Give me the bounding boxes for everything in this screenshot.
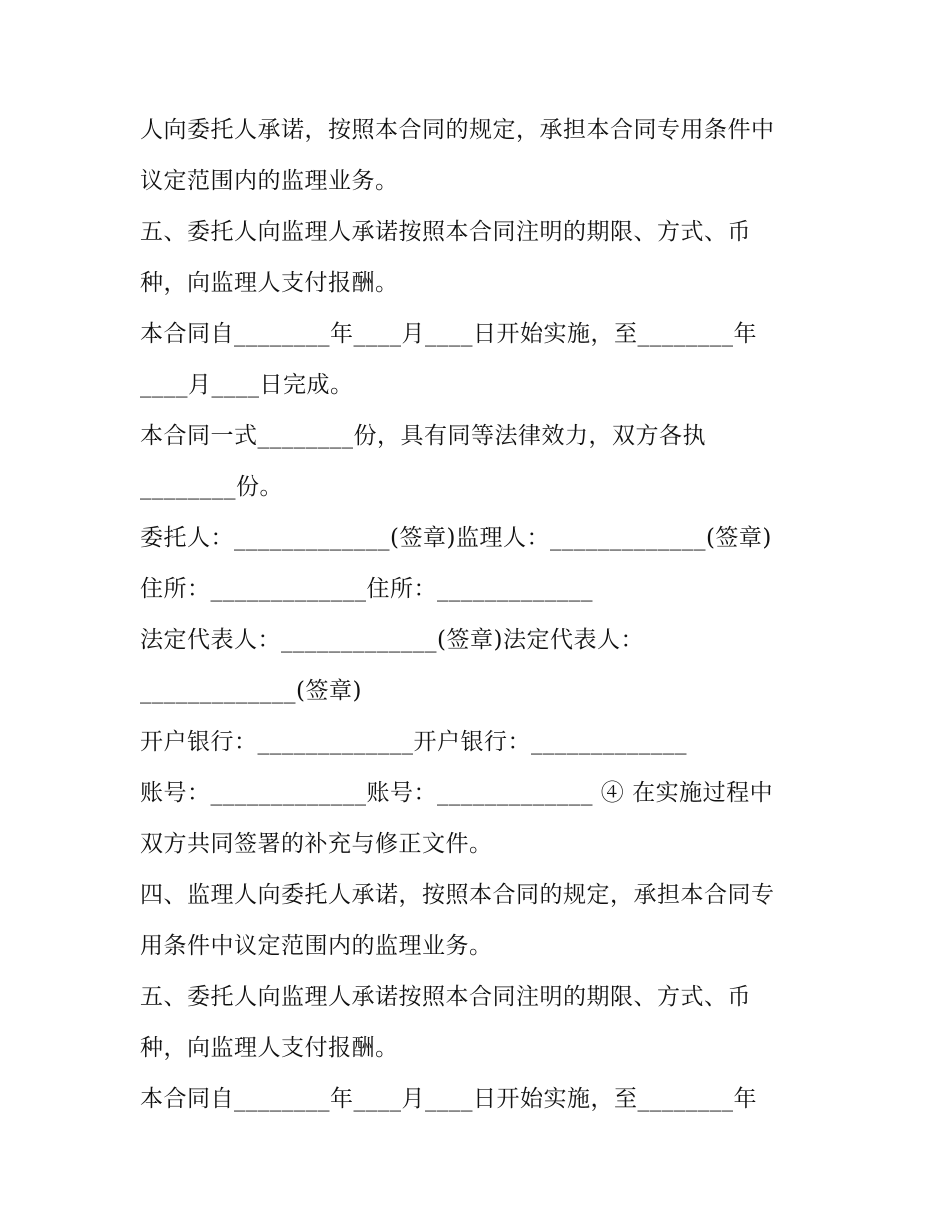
text-line-9: 委托人：_____________(签章)监理人：_____________(签章) [140,525,772,551]
text-line-10: 住所：_____________住所：_____________ [140,576,593,602]
text-line-19: 种，向监理人支付报酬。 [140,1035,399,1061]
text-line-20: 本合同自________年____月____日开始实施，至________年 [140,1086,757,1112]
text-line-18: 五、委托人向监理人承诺按照本合同注明的期限、方式、币 [140,984,751,1010]
text-line-4: 种，向监理人支付报酬。 [140,270,399,296]
text-line-16: 四、监理人向委托人承诺，按照本合同的规定，承担本合同专 [140,882,775,908]
text-line-7: 本合同一式________份，具有同等法律效力，双方各执 [140,423,706,449]
text-line-13: 开户银行：_____________开户银行：_____________ [140,729,687,755]
text-line-11: 法定代表人：_____________(签章)法定代表人： [140,627,644,653]
text-line-14: 账号：_____________账号：_____________ ④ 在实施过程中 [140,780,774,806]
text-line-5: 本合同自________年____月____日开始实施，至________年 [140,321,757,347]
document-page [140,105,830,1125]
text-line-1: 人向委托人承诺，按照本合同的规定，承担本合同专用条件中 [140,117,775,143]
text-line-6: ____月____日完成。 [140,372,354,398]
text-line-3: 五、委托人向监理人承诺按照本合同注明的期限、方式、币 [140,219,751,245]
text-line-15: 双方共同签署的补充与修正文件。 [140,831,493,857]
text-line-8: ________份。 [140,474,283,500]
text-line-2: 议定范围内的监理业务。 [140,168,399,194]
text-line-12: _____________(签章) [140,678,362,704]
text-line-17: 用条件中议定范围内的监理业务。 [140,933,493,959]
